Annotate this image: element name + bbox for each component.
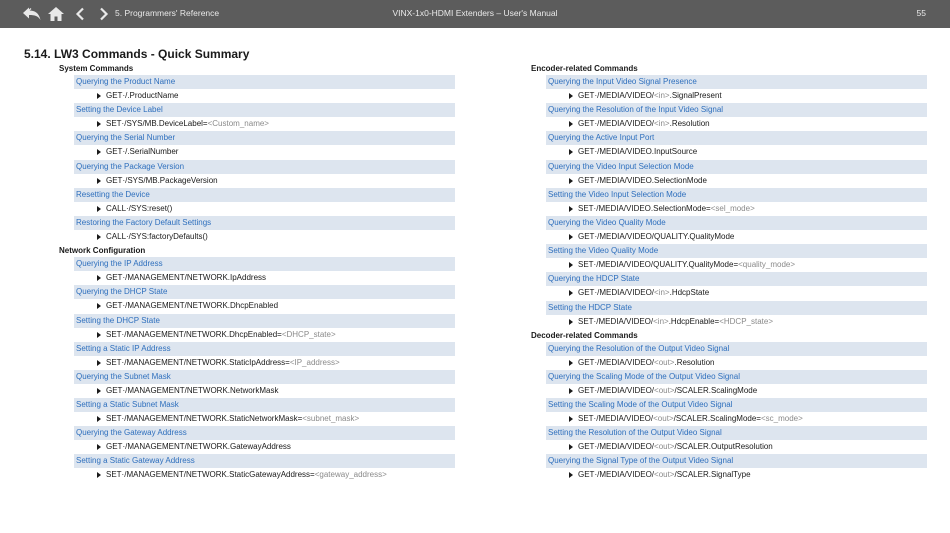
bullet-triangle-icon bbox=[569, 206, 573, 212]
command-entry bbox=[74, 75, 455, 103]
group-heading: Encoder-related Commands bbox=[531, 64, 638, 73]
command-line bbox=[546, 117, 927, 131]
command-link[interactable]: Setting the Device Label bbox=[74, 103, 455, 117]
command-parameter: <HDCP_state> bbox=[719, 316, 773, 326]
group-heading: System Commands bbox=[59, 64, 134, 73]
command-text bbox=[96, 91, 178, 100]
command-text bbox=[568, 204, 755, 213]
bullet-triangle-icon bbox=[569, 319, 573, 325]
command-code: .HdcpState bbox=[669, 288, 710, 298]
command-text bbox=[568, 232, 734, 241]
bullet-triangle-icon bbox=[97, 332, 101, 338]
command-code: .Resolution bbox=[669, 119, 710, 129]
command-code: SET·/MANAGEMENT/NETWORK.StaticNetworkMask= bbox=[106, 414, 303, 424]
command-link[interactable]: Querying the Resolution of the Input Video Signal bbox=[546, 103, 927, 117]
command-code: /SCALER.ScalingMode bbox=[674, 385, 758, 395]
command-code: SET·/MEDIA/VIDEO/ bbox=[578, 316, 654, 326]
command-link[interactable]: Resetting the Device bbox=[74, 188, 455, 202]
command-code: GET·/MEDIA/VIDEO.InputSource bbox=[578, 147, 698, 157]
command-entry bbox=[546, 370, 927, 398]
command-link[interactable]: Querying the Product Name bbox=[74, 75, 455, 89]
command-link[interactable]: Querying the Package Version bbox=[74, 160, 455, 174]
bullet-triangle-icon bbox=[569, 360, 573, 366]
bullet-triangle-icon bbox=[97, 149, 101, 155]
command-entry bbox=[546, 103, 927, 131]
command-parameter: <quality_mode> bbox=[738, 260, 796, 270]
command-link[interactable]: Setting the Resolution of the Output Video Signal bbox=[546, 426, 927, 440]
command-text bbox=[568, 147, 697, 156]
command-text bbox=[568, 288, 709, 297]
bullet-triangle-icon bbox=[97, 178, 101, 184]
command-line bbox=[546, 89, 927, 103]
command-code: SET·/MEDIA/VIDEO/ bbox=[578, 414, 654, 424]
command-line bbox=[74, 412, 455, 426]
command-entry bbox=[546, 188, 927, 216]
command-parameter: <out> bbox=[654, 357, 675, 367]
command-entry bbox=[546, 75, 927, 103]
command-line bbox=[74, 174, 455, 188]
bullet-triangle-icon bbox=[569, 416, 573, 422]
command-entry bbox=[74, 131, 455, 159]
command-code: GET·/MEDIA/VIDEO/ bbox=[578, 357, 655, 367]
command-parameter: <out> bbox=[654, 470, 675, 480]
command-text bbox=[568, 119, 710, 128]
command-code: SET·/MANAGEMENT/NETWORK.DhcpEnabled= bbox=[106, 329, 282, 339]
command-text bbox=[96, 176, 218, 185]
bullet-triangle-icon bbox=[97, 472, 101, 478]
command-text bbox=[568, 176, 707, 185]
command-link[interactable]: Querying the DHCP State bbox=[74, 285, 455, 299]
command-entry bbox=[74, 285, 455, 313]
bullet-triangle-icon bbox=[569, 149, 573, 155]
command-entry bbox=[546, 244, 927, 272]
command-code: GET·/.ProductName bbox=[106, 91, 179, 100]
command-text bbox=[568, 442, 773, 451]
command-link[interactable]: Setting a Static IP Address bbox=[74, 342, 455, 356]
command-entry bbox=[546, 131, 927, 159]
command-link[interactable]: Querying the Gateway Address bbox=[74, 426, 455, 440]
bullet-triangle-icon bbox=[97, 234, 101, 240]
command-text bbox=[96, 386, 278, 395]
bullet-triangle-icon bbox=[569, 93, 573, 99]
command-entry bbox=[74, 398, 455, 426]
command-text bbox=[568, 414, 803, 423]
command-line bbox=[546, 286, 927, 300]
command-text bbox=[96, 301, 278, 310]
command-line bbox=[74, 384, 455, 398]
command-code: .SignalPresent bbox=[669, 91, 722, 100]
command-entry bbox=[74, 103, 455, 131]
command-entry bbox=[546, 398, 927, 426]
group-heading: Decoder-related Commands bbox=[531, 330, 638, 340]
bullet-triangle-icon bbox=[569, 121, 573, 127]
command-code: /SCALER.SignalType bbox=[674, 470, 751, 480]
command-code: GET·/MEDIA/VIDEO/ bbox=[578, 470, 655, 480]
command-code: GET·/MANAGEMENT/NETWORK.DhcpEnabled bbox=[106, 301, 279, 311]
command-line bbox=[74, 468, 455, 482]
command-line bbox=[74, 202, 455, 216]
command-line bbox=[546, 384, 927, 398]
command-line bbox=[546, 440, 927, 454]
command-line bbox=[546, 258, 927, 272]
command-text bbox=[96, 442, 291, 451]
command-code: .Resolution bbox=[674, 357, 715, 367]
command-line bbox=[74, 230, 455, 244]
right-column bbox=[531, 62, 927, 483]
command-code: GET·/MEDIA/VIDEO.SelectionMode bbox=[578, 175, 707, 185]
command-entry bbox=[546, 342, 927, 370]
command-entry bbox=[546, 216, 927, 244]
command-entry bbox=[546, 454, 927, 482]
command-text bbox=[96, 119, 269, 128]
command-code: GET·/MEDIA/VIDEO/ bbox=[578, 119, 655, 129]
bullet-triangle-icon bbox=[569, 290, 573, 296]
bullet-triangle-icon bbox=[569, 444, 573, 450]
command-line bbox=[546, 315, 927, 329]
command-code: SET·/SYS/MB.DeviceLabel= bbox=[106, 119, 208, 129]
command-line bbox=[74, 89, 455, 103]
command-link[interactable]: Querying the HDCP State bbox=[546, 272, 927, 286]
bullet-triangle-icon bbox=[569, 234, 573, 240]
command-link[interactable]: Setting the DHCP State bbox=[74, 314, 455, 328]
bullet-triangle-icon bbox=[97, 121, 101, 127]
command-link[interactable]: Setting the Scaling Mode of the Output Video Signal bbox=[546, 398, 927, 412]
command-link[interactable]: Setting the HDCP State bbox=[546, 301, 927, 315]
command-text bbox=[568, 470, 751, 479]
command-parameter: <in> bbox=[653, 316, 669, 326]
command-line bbox=[546, 468, 927, 482]
command-code: GET·/MEDIA/VIDEO/QUALITY.QualityMode bbox=[578, 231, 735, 241]
bullet-triangle-icon bbox=[97, 275, 101, 281]
chapter-title: 5. Programmers' Reference bbox=[115, 8, 220, 18]
section-title: 5.14. LW3 Commands - Quick Summary bbox=[24, 47, 250, 61]
command-text bbox=[568, 260, 795, 269]
command-line bbox=[74, 440, 455, 454]
command-entry bbox=[74, 314, 455, 342]
bullet-triangle-icon bbox=[97, 416, 101, 422]
bullet-triangle-icon bbox=[97, 206, 101, 212]
command-entry bbox=[74, 426, 455, 454]
command-parameter: <DHCP_state> bbox=[281, 329, 336, 339]
command-parameter: <in> bbox=[654, 119, 670, 129]
command-parameter: <out> bbox=[654, 442, 675, 452]
command-link[interactable]: Querying the Scaling Mode of the Output Video Signal bbox=[546, 370, 927, 384]
command-link[interactable]: Querying the Video Quality Mode bbox=[546, 216, 927, 230]
command-code: .HdcpEnable= bbox=[668, 316, 720, 326]
command-link[interactable]: Setting the Video Quality Mode bbox=[546, 244, 927, 258]
bullet-triangle-icon bbox=[569, 262, 573, 268]
command-text bbox=[96, 470, 387, 479]
command-entry bbox=[74, 188, 455, 216]
command-line bbox=[546, 145, 927, 159]
command-code: GET·/MEDIA/VIDEO/ bbox=[578, 288, 655, 298]
command-line bbox=[74, 356, 455, 370]
command-line bbox=[74, 117, 455, 131]
bullet-triangle-icon bbox=[97, 388, 101, 394]
command-line bbox=[546, 230, 927, 244]
command-code: CALL·/SYS:reset() bbox=[106, 203, 173, 213]
command-code: GET·/MEDIA/VIDEO/ bbox=[578, 442, 655, 452]
command-line bbox=[546, 202, 927, 216]
command-entry bbox=[74, 160, 455, 188]
command-link[interactable]: Querying the Video Input Selection Mode bbox=[546, 160, 927, 174]
command-code: /SCALER.OutputResolution bbox=[674, 442, 773, 452]
command-code: CALL·/SYS:factoryDefaults() bbox=[106, 231, 208, 241]
command-text bbox=[568, 317, 773, 326]
command-text bbox=[568, 358, 715, 367]
command-link[interactable]: Querying the Active Input Port bbox=[546, 131, 927, 145]
page-number: 55 bbox=[916, 8, 926, 18]
command-entry bbox=[74, 342, 455, 370]
command-entry bbox=[74, 454, 455, 482]
command-text bbox=[96, 232, 208, 241]
command-parameter: <Custom_name> bbox=[207, 119, 269, 129]
command-code: GET·/MANAGEMENT/NETWORK.IpAddress bbox=[106, 273, 267, 283]
command-entry bbox=[546, 272, 927, 300]
command-code: SET·/MEDIA/VIDEO/QUALITY.QualityMode= bbox=[578, 260, 739, 270]
command-code: GET·/MEDIA/VIDEO/ bbox=[578, 385, 655, 395]
left-column bbox=[59, 62, 455, 483]
bullet-triangle-icon bbox=[97, 360, 101, 366]
command-parameter: <sc_mode> bbox=[760, 414, 803, 424]
command-line bbox=[74, 271, 455, 285]
command-line bbox=[74, 299, 455, 313]
bullet-triangle-icon bbox=[569, 178, 573, 184]
command-parameter: <IP_address> bbox=[289, 357, 340, 367]
bullet-triangle-icon bbox=[569, 388, 573, 394]
command-line bbox=[546, 356, 927, 370]
command-text bbox=[96, 273, 266, 282]
command-link[interactable]: Setting a Static Subnet Mask bbox=[74, 398, 455, 412]
bullet-triangle-icon bbox=[97, 93, 101, 99]
command-text bbox=[96, 147, 178, 156]
command-text bbox=[96, 414, 359, 423]
command-text bbox=[96, 358, 340, 367]
command-parameter: <sel_mode> bbox=[710, 203, 755, 213]
command-text bbox=[568, 91, 722, 100]
command-parameter: <subnet_mask> bbox=[302, 414, 360, 424]
command-code: SET·/MANAGEMENT/NETWORK.StaticGatewayAddress= bbox=[106, 470, 315, 480]
command-code: SET·/MEDIA/VIDEO.SelectionMode= bbox=[578, 203, 711, 213]
command-link[interactable]: Querying the IP Address bbox=[74, 257, 455, 271]
command-link[interactable]: Querying the Serial Number bbox=[74, 131, 455, 145]
command-parameter: <out> bbox=[654, 385, 675, 395]
command-code: GET·/MANAGEMENT/NETWORK.NetworkMask bbox=[106, 385, 279, 395]
command-text bbox=[96, 204, 172, 213]
command-text bbox=[96, 330, 336, 339]
command-parameter: <in> bbox=[654, 288, 670, 298]
command-line bbox=[546, 174, 927, 188]
command-code: GET·/.SerialNumber bbox=[106, 147, 179, 157]
command-code: /SCALER.ScalingMode= bbox=[673, 414, 761, 424]
command-link[interactable]: Setting a Static Gateway Address bbox=[74, 454, 455, 468]
command-entry bbox=[546, 426, 927, 454]
command-link[interactable]: Setting the Video Input Selection Mode bbox=[546, 188, 927, 202]
command-link[interactable]: Querying the Signal Type of the Output Video Signal bbox=[546, 454, 927, 468]
command-line bbox=[74, 145, 455, 159]
command-entry bbox=[74, 370, 455, 398]
command-parameter: <in> bbox=[654, 91, 670, 100]
command-link[interactable]: Restoring the Factory Default Settings bbox=[74, 216, 455, 230]
command-link[interactable]: Querying the Resolution of the Output Video Signal bbox=[546, 342, 927, 356]
bullet-triangle-icon bbox=[97, 303, 101, 309]
document-title: VINX-1x0-HDMI Extenders – User's Manual bbox=[392, 8, 558, 18]
command-link[interactable]: Querying the Input Video Signal Presence bbox=[546, 75, 927, 89]
command-entry bbox=[74, 257, 455, 285]
command-code: GET·/MEDIA/VIDEO/ bbox=[578, 91, 655, 100]
bullet-triangle-icon bbox=[97, 444, 101, 450]
command-line bbox=[546, 412, 927, 426]
group-heading: Network Configuration bbox=[59, 246, 146, 256]
command-entry bbox=[74, 216, 455, 244]
command-code: GET·/SYS/MB.PackageVersion bbox=[106, 175, 218, 185]
command-code: SET·/MANAGEMENT/NETWORK.StaticIpAddress= bbox=[106, 357, 290, 367]
command-text bbox=[568, 386, 757, 395]
command-entry bbox=[546, 301, 927, 329]
command-code: GET·/MANAGEMENT/NETWORK.GatewayAddress bbox=[106, 442, 291, 452]
header-bar bbox=[0, 0, 950, 28]
command-link[interactable]: Querying the Subnet Mask bbox=[74, 370, 455, 384]
command-line bbox=[74, 328, 455, 342]
command-entry bbox=[546, 160, 927, 188]
command-parameter: <gateway_address> bbox=[314, 470, 387, 480]
bullet-triangle-icon bbox=[569, 472, 573, 478]
command-parameter: <out> bbox=[653, 414, 674, 424]
